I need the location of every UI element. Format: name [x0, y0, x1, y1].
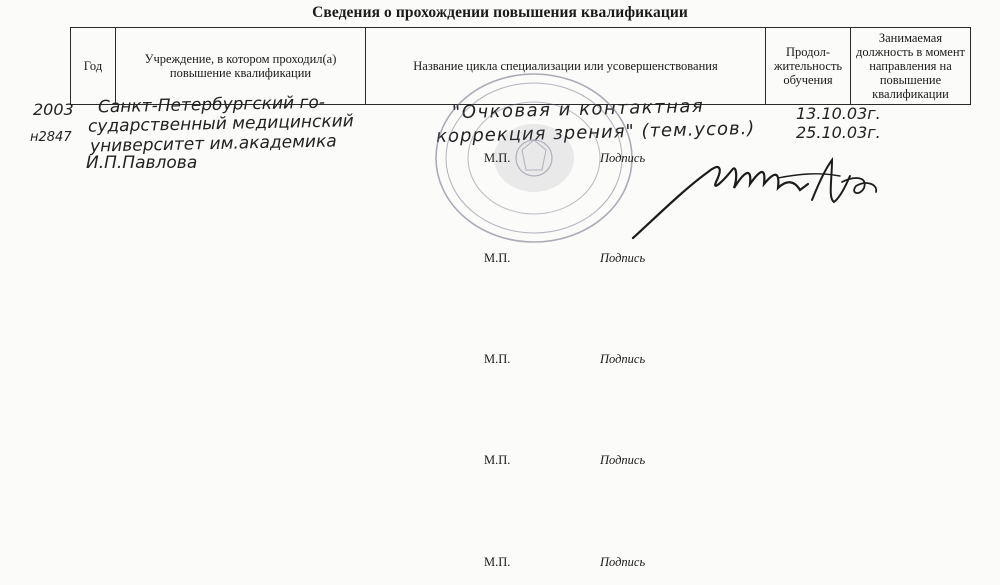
entry-institution-line: университет им.академика — [89, 131, 337, 157]
stamp-label: М.П. — [484, 151, 511, 165]
entry-course-line: коррекция зрения" (тем.усов.) — [435, 117, 756, 148]
column-course: Название цикла специализации или усовершенствования — [366, 28, 766, 105]
column-year: Год — [71, 28, 116, 105]
entry-course-line: "Очковая и контактная — [451, 95, 705, 124]
stamp-label: М.П. — [484, 251, 511, 265]
entry-date-end: 25.10.03г. — [796, 123, 881, 142]
entry-year: 2003 — [33, 100, 74, 119]
entry-date-start: 13.10.03г. — [796, 104, 881, 123]
stamp-label: М.П. — [484, 453, 511, 467]
column-institution: Учреждение, в котором проходил(а) повышение квалификации — [116, 28, 366, 105]
column-position: Занимаемая должность в момент направления на повышение квалификации — [851, 28, 971, 105]
stamp-label: М.П. — [484, 352, 511, 366]
entry-number: н2847 — [30, 130, 72, 145]
column-duration: Продол-жительность обучения — [766, 28, 851, 105]
entry-institution-line: И.П.Павлова — [86, 153, 198, 173]
signature-label: Подпись — [600, 151, 646, 165]
signature-label: Подпись — [600, 352, 646, 366]
entry-institution-line: Санкт-Петербургский го- — [97, 92, 326, 118]
handwritten-signature — [628, 150, 898, 242]
document-title: Сведения о прохождении повышения квалификации — [312, 4, 688, 21]
entry-institution-line: сударственный медицинский — [87, 111, 354, 137]
signature-label: Подпись — [600, 251, 646, 265]
stamp-label: М.П. — [484, 555, 511, 569]
signature-label: Подпись — [600, 453, 646, 467]
signature-label: Подпись — [600, 555, 646, 569]
